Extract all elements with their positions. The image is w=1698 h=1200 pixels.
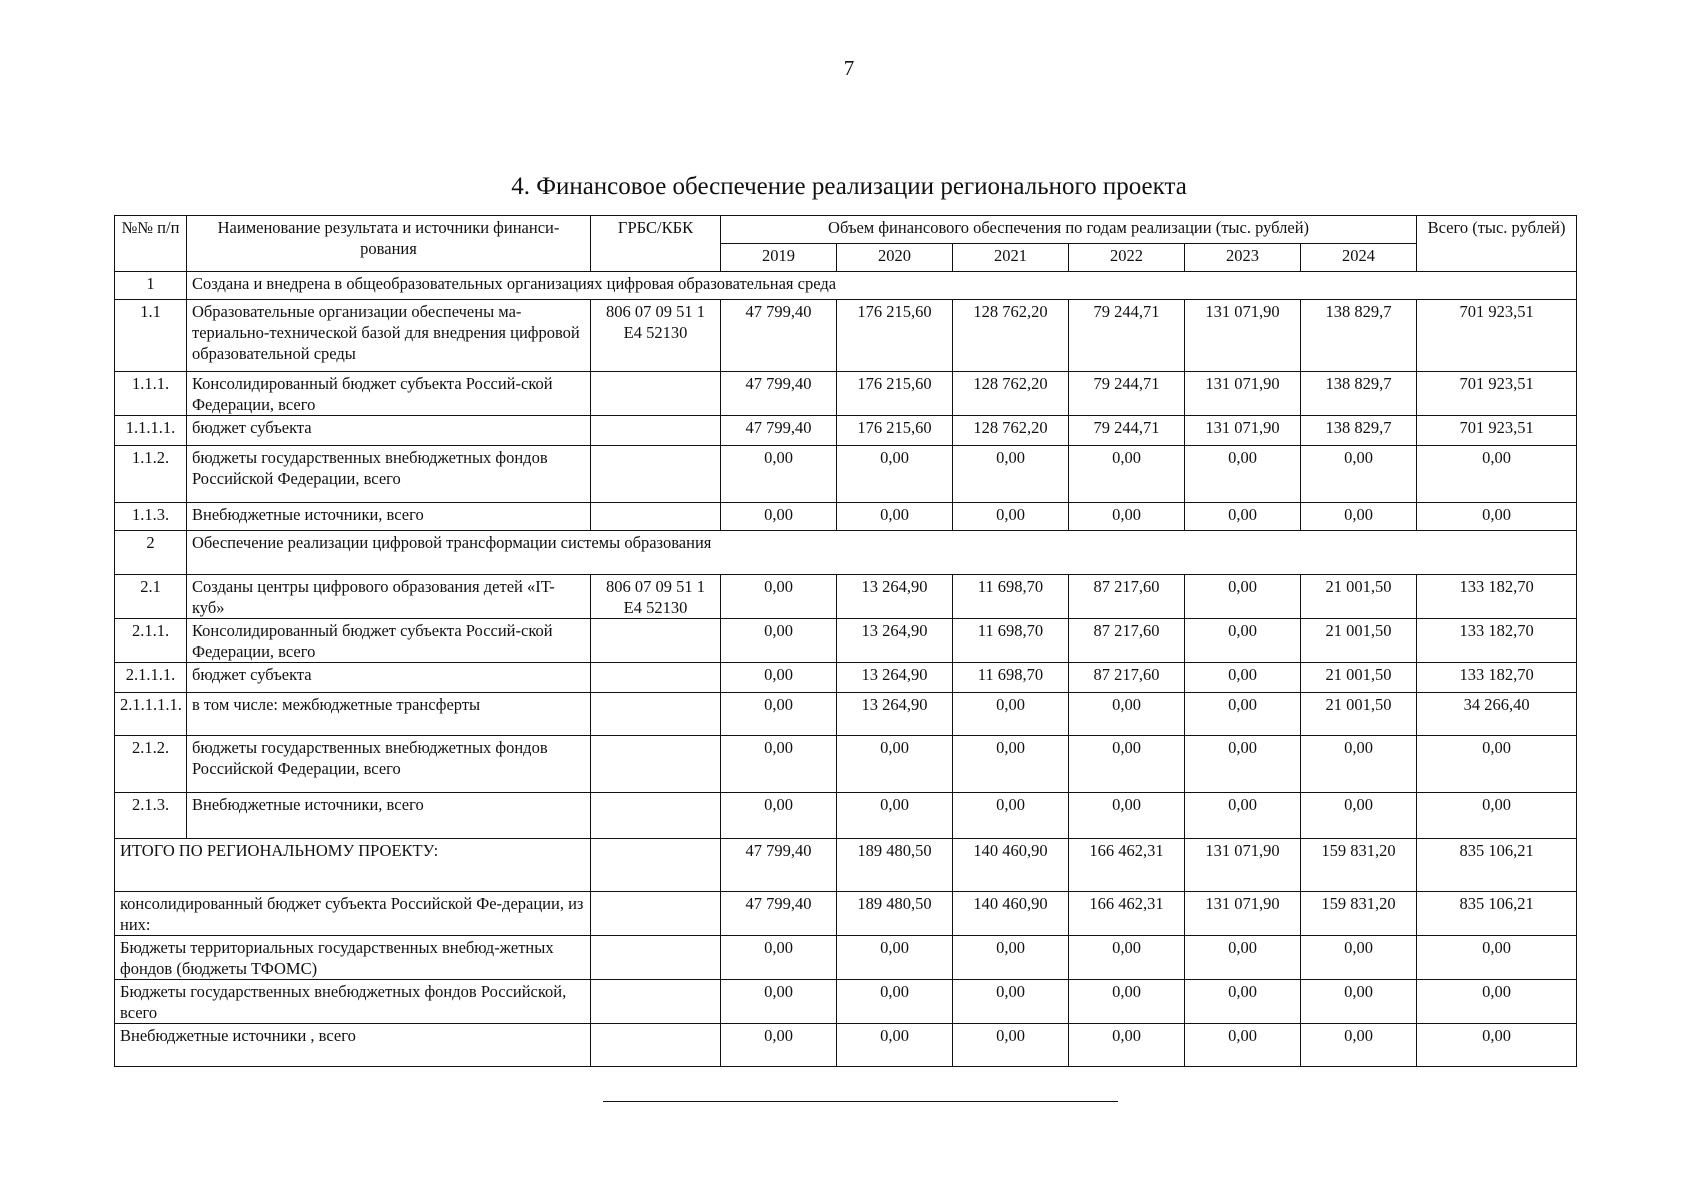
row-value: 0,00	[721, 793, 837, 839]
row-value: 0,00	[1185, 663, 1301, 693]
row-value: 21 001,50	[1301, 663, 1417, 693]
row-total: 701 923,51	[1417, 300, 1577, 372]
row-value: 131 071,90	[1185, 300, 1301, 372]
row-num: 2.1.3.	[115, 793, 187, 839]
row-value: 0,00	[721, 663, 837, 693]
row-value: 138 829,7	[1301, 372, 1417, 416]
row-total: 701 923,51	[1417, 372, 1577, 416]
row-name: Образовательные организации обеспечены ма-териально-технической базой для внедрения цифровой образовательной среды	[187, 300, 591, 372]
section-title-cell: Создана и внедрена в общеобразовательных организациях цифровая образовательная среда	[187, 272, 1577, 300]
header-year: 2023	[1185, 244, 1301, 272]
section-title-cell: Обеспечение реализации цифровой трансформации системы образования	[187, 531, 1577, 575]
row-num: 1.1.1.	[115, 372, 187, 416]
row-value: 21 001,50	[1301, 693, 1417, 736]
row-value: 13 264,90	[837, 693, 953, 736]
row-value: 0,00	[837, 793, 953, 839]
row-value: 128 762,20	[953, 416, 1069, 446]
row-num: 2.1.1.	[115, 619, 187, 663]
totals-label: консолидированный бюджет субъекта Российской Фе-дерации, из них:	[115, 892, 591, 936]
totals-row	[115, 980, 1577, 1024]
table-row	[115, 693, 1577, 736]
row-value: 13 264,90	[837, 663, 953, 693]
totals-value: 47 799,40	[721, 892, 837, 936]
row-num: 1.1	[115, 300, 187, 372]
bottom-rule	[603, 1101, 1118, 1102]
row-name: Созданы центры цифрового образования детей «IT-куб»	[187, 575, 591, 619]
row-total: 0,00	[1417, 793, 1577, 839]
section-row	[115, 272, 1577, 300]
row-name: Консолидированный бюджет субъекта Россий-ской Федерации, всего	[187, 372, 591, 416]
row-value: 0,00	[1301, 793, 1417, 839]
totals-value: 166 462,31	[1069, 839, 1185, 892]
page-number: 7	[843, 56, 855, 80]
table-row	[115, 793, 1577, 839]
row-value: 0,00	[837, 736, 953, 793]
totals-value: 47 799,40	[721, 839, 837, 892]
row-value: 128 762,20	[953, 300, 1069, 372]
totals-row	[115, 839, 1577, 892]
header-year: 2021	[953, 244, 1069, 272]
totals-value: 0,00	[1185, 980, 1301, 1024]
header-row	[115, 216, 1577, 244]
header-year: 2024	[1301, 244, 1417, 272]
row-num: 2.1	[115, 575, 187, 619]
totals-total: 835 106,21	[1417, 892, 1577, 936]
totals-grbs-empty	[591, 1024, 721, 1067]
totals-row	[115, 1024, 1577, 1067]
row-name: Внебюджетные источники, всего	[187, 503, 591, 531]
totals-total: 835 106,21	[1417, 839, 1577, 892]
row-value: 13 264,90	[837, 619, 953, 663]
row-value: 11 698,70	[953, 575, 1069, 619]
totals-label: Внебюджетные источники , всего	[115, 1024, 591, 1067]
row-total: 34 266,40	[1417, 693, 1577, 736]
row-value: 0,00	[721, 503, 837, 531]
row-value: 87 217,60	[1069, 575, 1185, 619]
table-row	[115, 372, 1577, 416]
totals-grbs-empty	[591, 936, 721, 980]
row-value: 131 071,90	[1185, 372, 1301, 416]
row-value: 47 799,40	[721, 300, 837, 372]
row-total: 0,00	[1417, 446, 1577, 503]
totals-label: ИТОГО ПО РЕГИОНАЛЬНОМУ ПРОЕКТУ:	[115, 839, 591, 892]
row-value: 0,00	[1185, 693, 1301, 736]
row-grbs	[591, 793, 721, 839]
totals-value: 159 831,20	[1301, 839, 1417, 892]
row-grbs	[591, 693, 721, 736]
row-num: 1.1.1.1.	[115, 416, 187, 446]
totals-value: 0,00	[953, 936, 1069, 980]
row-name: Консолидированный бюджет субъекта Россий-ской Федерации, всего	[187, 619, 591, 663]
row-grbs	[591, 503, 721, 531]
totals-value: 0,00	[721, 980, 837, 1024]
row-total: 0,00	[1417, 736, 1577, 793]
row-num: 1.1.3.	[115, 503, 187, 531]
totals-value: 0,00	[721, 1024, 837, 1067]
row-value: 0,00	[721, 736, 837, 793]
totals-label: Бюджеты государственных внебюджетных фондов Российской, всего	[115, 980, 591, 1024]
row-grbs	[591, 416, 721, 446]
row-total: 701 923,51	[1417, 416, 1577, 446]
row-grbs	[591, 736, 721, 793]
totals-value: 159 831,20	[1301, 892, 1417, 936]
row-value: 87 217,60	[1069, 619, 1185, 663]
totals-value: 0,00	[1185, 936, 1301, 980]
row-total: 133 182,70	[1417, 575, 1577, 619]
row-value: 47 799,40	[721, 372, 837, 416]
row-total: 133 182,70	[1417, 663, 1577, 693]
totals-row	[115, 892, 1577, 936]
totals-row	[115, 936, 1577, 980]
header-year: 2020	[837, 244, 953, 272]
row-grbs	[591, 446, 721, 503]
section-title: 4. Финансовое обеспечение реализации регионального проекта	[511, 173, 1187, 200]
row-num: 2.1.1.1.1.	[115, 693, 187, 736]
header-total: Всего (тыс. рублей)	[1417, 216, 1577, 272]
totals-value: 140 460,90	[953, 839, 1069, 892]
totals-value: 0,00	[1301, 980, 1417, 1024]
row-value: 0,00	[721, 693, 837, 736]
section-num: 1	[115, 272, 187, 300]
table-row	[115, 300, 1577, 372]
row-value: 11 698,70	[953, 663, 1069, 693]
row-value: 176 215,60	[837, 300, 953, 372]
totals-value: 0,00	[953, 1024, 1069, 1067]
row-value: 0,00	[721, 619, 837, 663]
totals-value: 131 071,90	[1185, 892, 1301, 936]
row-value: 21 001,50	[1301, 619, 1417, 663]
totals-label: Бюджеты территориальных государственных внебюд-жетных фондов (бюджеты ТФОМС)	[115, 936, 591, 980]
row-value: 79 244,71	[1069, 372, 1185, 416]
row-name: бюджет субъекта	[187, 663, 591, 693]
row-value: 21 001,50	[1301, 575, 1417, 619]
table-row	[115, 416, 1577, 446]
row-value: 11 698,70	[953, 619, 1069, 663]
financing-table	[114, 215, 1577, 1067]
table-row	[115, 503, 1577, 531]
table-row	[115, 619, 1577, 663]
header-volume: Объем финансового обеспечения по годам реализации (тыс. рублей)	[721, 216, 1417, 244]
header-name: Наименование результата и источники финанси-рования	[187, 216, 591, 272]
row-value: 0,00	[1185, 446, 1301, 503]
row-value: 0,00	[837, 446, 953, 503]
header-year: 2022	[1069, 244, 1185, 272]
totals-value: 166 462,31	[1069, 892, 1185, 936]
table-row	[115, 575, 1577, 619]
row-value: 131 071,90	[1185, 416, 1301, 446]
totals-value: 0,00	[1301, 1024, 1417, 1067]
row-value: 0,00	[1069, 693, 1185, 736]
row-grbs	[591, 663, 721, 693]
row-value: 0,00	[1069, 446, 1185, 503]
row-total: 133 182,70	[1417, 619, 1577, 663]
row-value: 0,00	[1185, 503, 1301, 531]
row-value: 0,00	[1301, 503, 1417, 531]
row-num: 2.1.2.	[115, 736, 187, 793]
row-name: Внебюджетные источники, всего	[187, 793, 591, 839]
row-value: 0,00	[1301, 736, 1417, 793]
row-value: 47 799,40	[721, 416, 837, 446]
row-value: 79 244,71	[1069, 300, 1185, 372]
header-num: №№ п/п	[115, 216, 187, 272]
row-value: 0,00	[1069, 736, 1185, 793]
row-value: 87 217,60	[1069, 663, 1185, 693]
totals-value: 0,00	[1301, 936, 1417, 980]
totals-grbs-empty	[591, 892, 721, 936]
row-value: 0,00	[953, 693, 1069, 736]
row-value: 0,00	[721, 575, 837, 619]
row-value: 79 244,71	[1069, 416, 1185, 446]
row-value: 128 762,20	[953, 372, 1069, 416]
totals-value: 0,00	[837, 936, 953, 980]
totals-value: 0,00	[1069, 936, 1185, 980]
totals-value: 0,00	[837, 1024, 953, 1067]
row-value: 138 829,7	[1301, 416, 1417, 446]
row-name: бюджеты государственных внебюджетных фондов Российской Федерации, всего	[187, 736, 591, 793]
row-name: бюджет субъекта	[187, 416, 591, 446]
row-value: 0,00	[721, 446, 837, 503]
row-value: 0,00	[953, 736, 1069, 793]
row-value: 0,00	[1185, 793, 1301, 839]
row-value: 0,00	[837, 503, 953, 531]
row-grbs	[591, 372, 721, 416]
totals-total: 0,00	[1417, 980, 1577, 1024]
totals-value: 189 480,50	[837, 892, 953, 936]
row-value: 0,00	[1069, 503, 1185, 531]
header-year: 2019	[721, 244, 837, 272]
totals-value: 0,00	[1185, 1024, 1301, 1067]
row-grbs: 806 07 09 51 1 Е4 52130	[591, 575, 721, 619]
row-value: 0,00	[953, 793, 1069, 839]
row-value: 13 264,90	[837, 575, 953, 619]
totals-total: 0,00	[1417, 936, 1577, 980]
row-grbs: 806 07 09 51 1 Е4 52130	[591, 300, 721, 372]
totals-value: 0,00	[1069, 1024, 1185, 1067]
row-value: 176 215,60	[837, 372, 953, 416]
header-grbs: ГРБС/КБК	[591, 216, 721, 272]
row-value: 0,00	[1301, 446, 1417, 503]
totals-total: 0,00	[1417, 1024, 1577, 1067]
row-total: 0,00	[1417, 503, 1577, 531]
totals-value: 140 460,90	[953, 892, 1069, 936]
row-value: 176 215,60	[837, 416, 953, 446]
totals-value: 189 480,50	[837, 839, 953, 892]
row-num: 1.1.2.	[115, 446, 187, 503]
totals-value: 0,00	[1069, 980, 1185, 1024]
row-num: 2.1.1.1.	[115, 663, 187, 693]
row-value: 0,00	[1185, 736, 1301, 793]
totals-value: 0,00	[837, 980, 953, 1024]
table-row	[115, 736, 1577, 793]
section-row	[115, 531, 1577, 575]
table-row	[115, 663, 1577, 693]
row-grbs	[591, 619, 721, 663]
table-row	[115, 446, 1577, 503]
row-value: 0,00	[953, 503, 1069, 531]
totals-value: 0,00	[721, 936, 837, 980]
totals-grbs-empty	[591, 839, 721, 892]
row-value: 0,00	[1069, 793, 1185, 839]
row-value: 0,00	[1185, 619, 1301, 663]
totals-value: 131 071,90	[1185, 839, 1301, 892]
totals-value: 0,00	[953, 980, 1069, 1024]
row-name: в том числе: межбюджетные трансферты	[187, 693, 591, 736]
row-name: бюджеты государственных внебюджетных фондов Российской Федерации, всего	[187, 446, 591, 503]
section-num: 2	[115, 531, 187, 575]
row-value: 0,00	[953, 446, 1069, 503]
row-value: 138 829,7	[1301, 300, 1417, 372]
row-value: 0,00	[1185, 575, 1301, 619]
totals-grbs-empty	[591, 980, 721, 1024]
